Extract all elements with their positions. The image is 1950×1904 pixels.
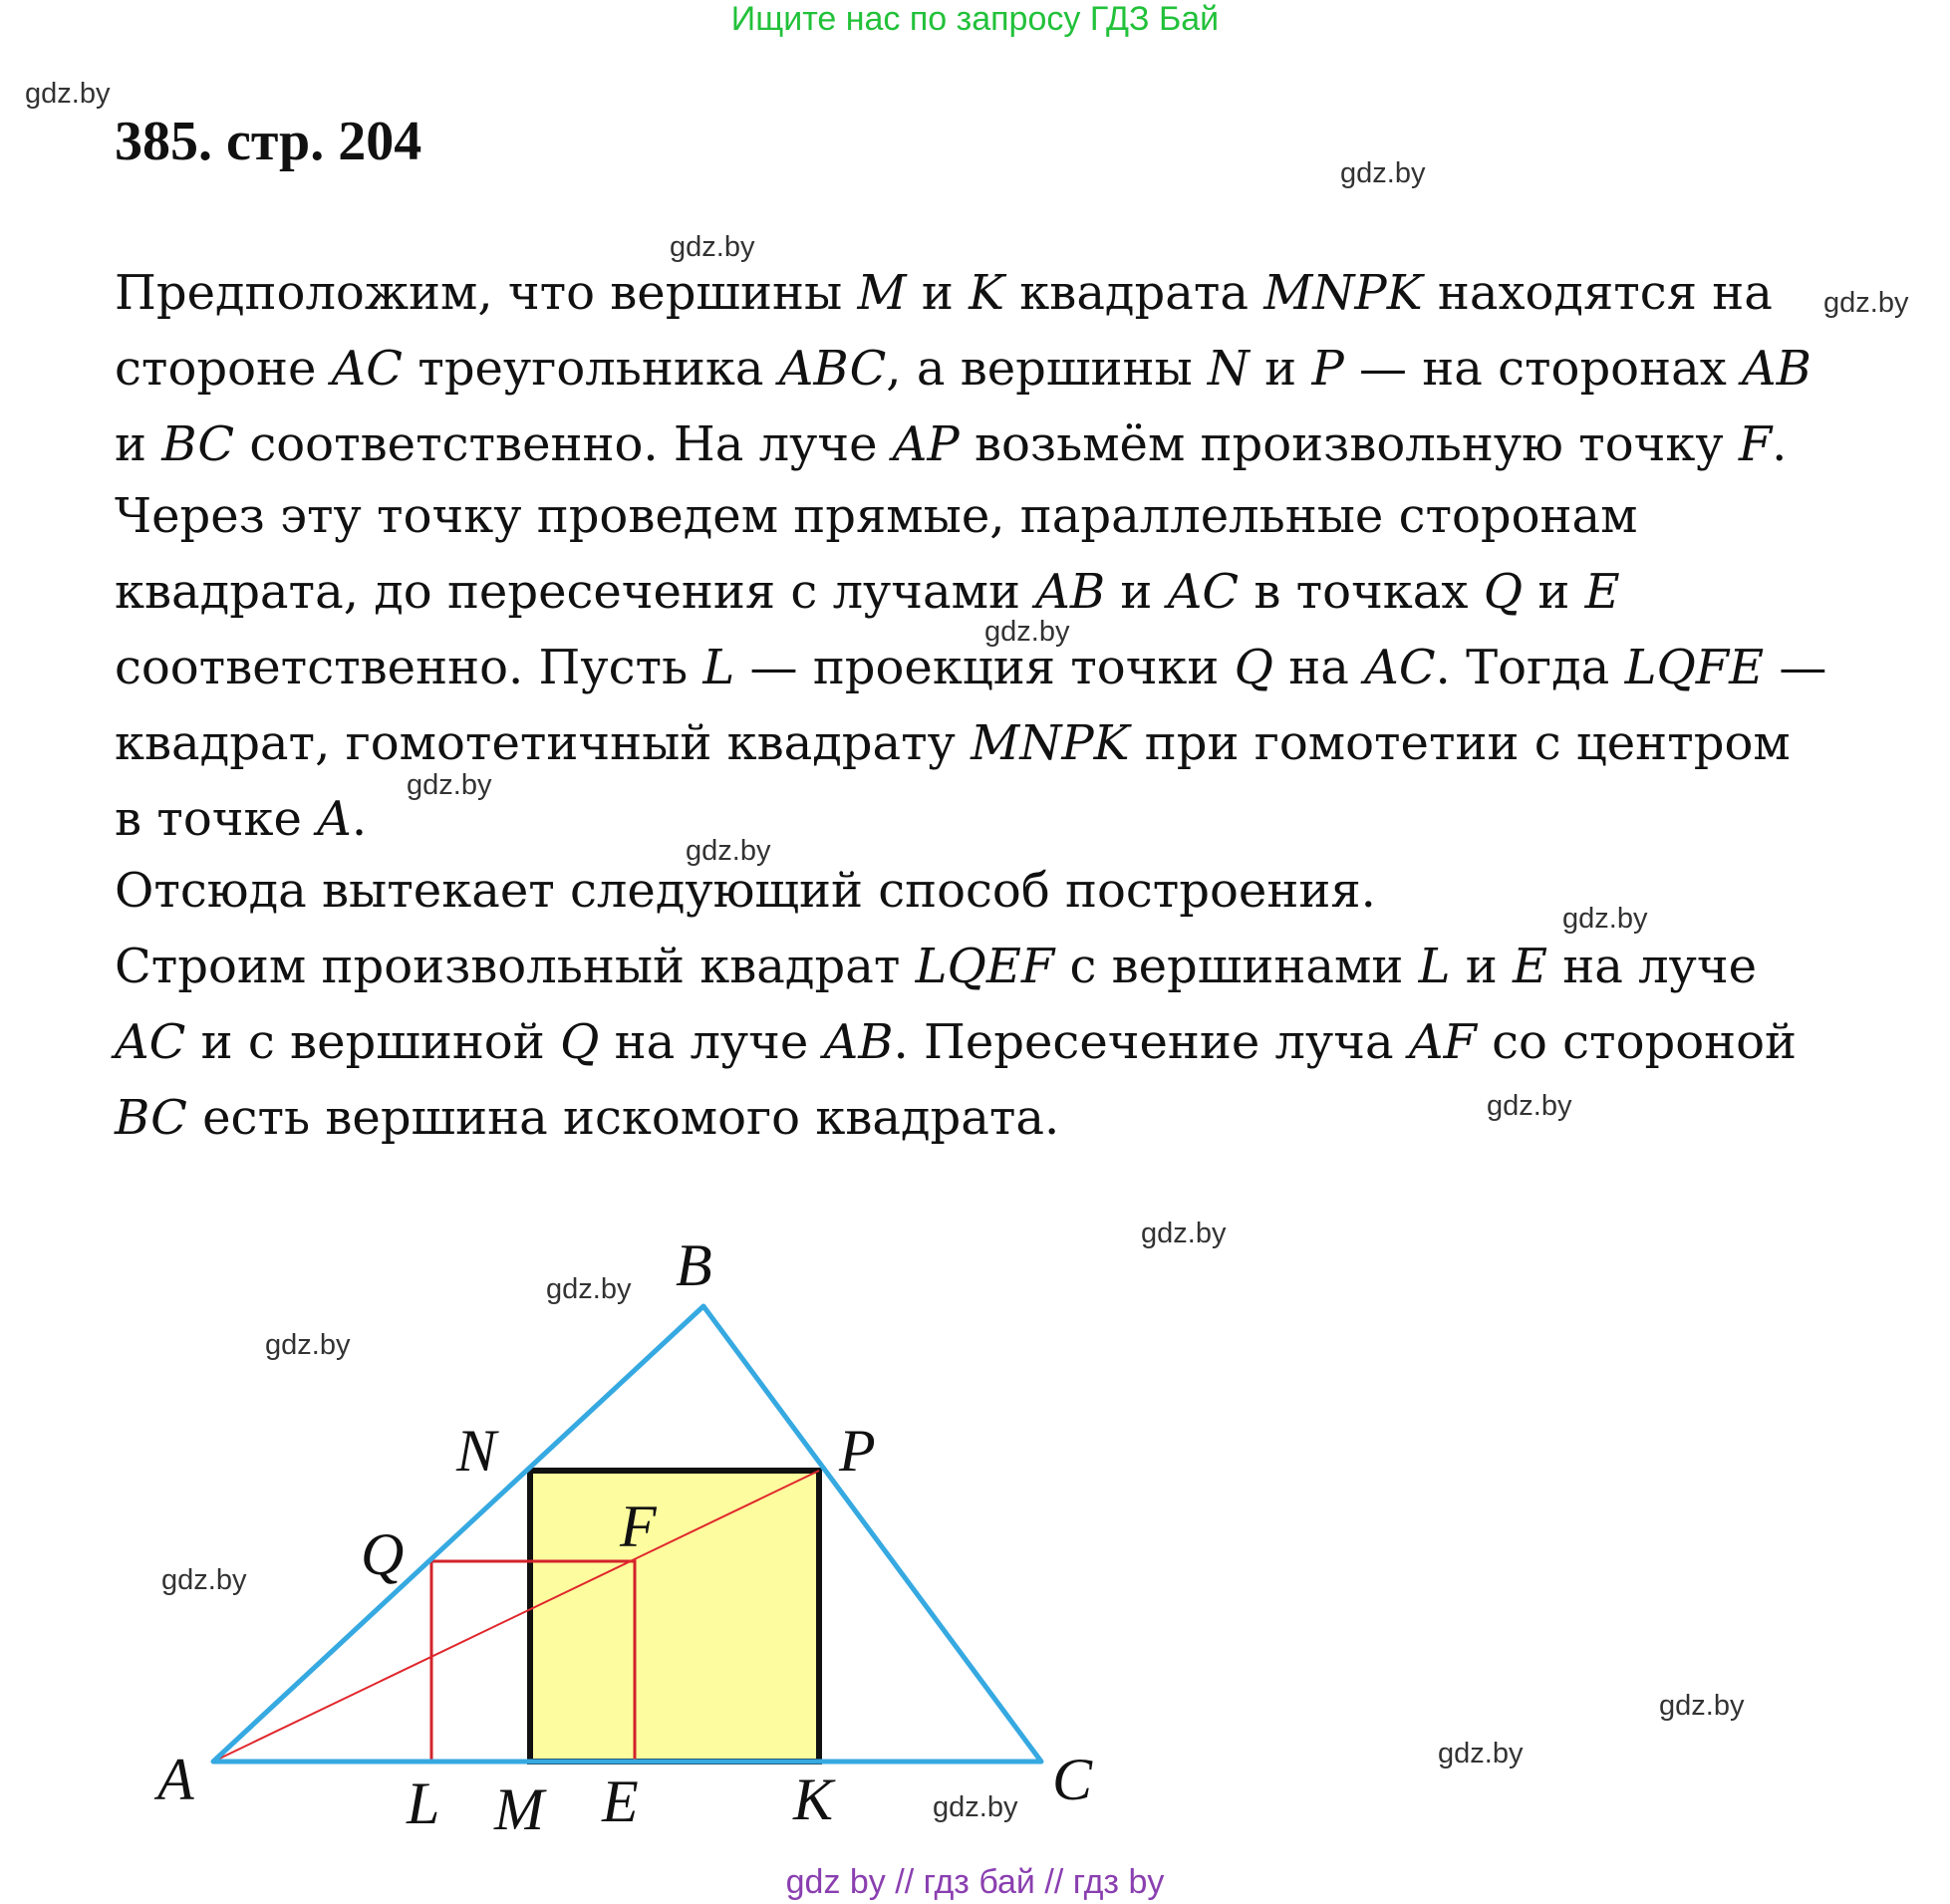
text-segment: . <box>1772 416 1788 472</box>
text-segment: Отсюда вытекает следующий способ построения. <box>115 863 1376 919</box>
math-symbol: AC <box>115 1014 186 1070</box>
label-p: P <box>839 1418 876 1484</box>
label-m: M <box>494 1776 544 1842</box>
text-segment: — <box>1764 640 1827 695</box>
math-symbol: LQFE <box>1624 640 1765 695</box>
watermark: gdz.by <box>1487 1090 1572 1122</box>
math-symbol: N <box>1207 341 1250 397</box>
math-symbol: AC <box>331 341 404 397</box>
watermark: gdz.by <box>1141 1218 1227 1249</box>
text-segment: и <box>1523 564 1585 620</box>
footer-links[interactable]: gdz by // гдз бай // гдз by <box>785 1863 1165 1901</box>
text-segment: соответственно. Пусть <box>115 640 703 695</box>
watermark: gdz.by <box>265 1329 351 1361</box>
text-line <box>115 791 1908 847</box>
watermark: gdz.by <box>25 78 111 110</box>
label-c: C <box>1052 1747 1093 1812</box>
text-segment: со стороной <box>1476 1014 1797 1070</box>
search-banner[interactable]: Ищите нас по запросу ГДЗ Бай <box>730 0 1220 38</box>
label-a: A <box>157 1747 194 1812</box>
text-segment: находятся на <box>1422 265 1773 321</box>
label-e: E <box>602 1768 639 1834</box>
math-symbol: Q <box>1234 640 1274 695</box>
text-segment: и <box>115 416 162 472</box>
exercise-heading: 385. стр. 204 <box>115 111 422 172</box>
math-symbol: BC <box>161 416 235 472</box>
watermark: gdz.by <box>686 835 771 867</box>
label-q: Q <box>361 1521 405 1587</box>
geometry-diagram <box>0 1196 1950 1873</box>
math-symbol: AB <box>823 1014 894 1070</box>
text-line <box>115 939 1908 994</box>
math-symbol: M <box>857 265 907 321</box>
text-segment: . Тогда <box>1435 640 1625 695</box>
math-symbol: Q <box>559 1014 600 1070</box>
text-line <box>115 416 1908 472</box>
math-symbol: K <box>969 265 1005 321</box>
watermark: gdz.by <box>1823 287 1909 319</box>
watermark: gdz.by <box>407 769 492 801</box>
text-segment: и <box>906 265 970 321</box>
text-segment: при гомотетии с центром <box>1129 715 1791 771</box>
text-line <box>115 488 1908 544</box>
math-symbol: Q <box>1483 564 1524 620</box>
text-segment: на луче <box>599 1014 824 1070</box>
math-symbol: AB <box>1035 564 1106 620</box>
math-symbol: MNPK <box>971 715 1130 771</box>
text-segment: — проекция точки <box>734 640 1235 695</box>
math-symbol: AF <box>1408 1014 1477 1070</box>
text-segment: и <box>1249 341 1312 397</box>
math-symbol: ABC <box>778 341 887 397</box>
watermark: gdz.by <box>984 616 1070 648</box>
watermark: gdz.by <box>1659 1690 1745 1722</box>
watermark: gdz.by <box>1562 903 1648 935</box>
text-line <box>115 564 1908 620</box>
text-segment: квадрата <box>1004 265 1264 321</box>
text-segment: Предположим, что вершины <box>115 265 858 321</box>
watermark: gdz.by <box>933 1791 1018 1823</box>
label-k: K <box>793 1767 834 1832</box>
text-segment: возьмём произвольную точку <box>959 416 1739 472</box>
text-line <box>115 715 1908 771</box>
math-symbol: L <box>1418 939 1451 994</box>
text-line <box>115 1090 1908 1146</box>
math-symbol: LQEF <box>915 939 1055 994</box>
watermark: gdz.by <box>670 231 755 263</box>
math-symbol: AC <box>1167 564 1240 620</box>
text-segment: и <box>1450 939 1513 994</box>
text-segment: квадрат, гомотетичный квадрату <box>115 715 972 771</box>
text-segment: в точках <box>1239 564 1484 620</box>
watermark: gdz.by <box>1340 157 1426 189</box>
watermark: gdz.by <box>546 1273 632 1305</box>
inscribed-square-mnpk <box>530 1471 819 1762</box>
label-f: F <box>620 1494 657 1559</box>
text-segment: на <box>1273 640 1365 695</box>
text-segment: . Пересечение луча <box>893 1014 1409 1070</box>
watermark: gdz.by <box>161 1564 247 1596</box>
math-symbol: E <box>1512 939 1548 994</box>
math-symbol: F <box>1738 416 1773 472</box>
text-segment: квадрата, до пересечения с лучами <box>115 564 1036 620</box>
math-symbol: MNPK <box>1263 265 1423 321</box>
text-line <box>115 265 1908 321</box>
math-symbol: L <box>702 640 735 695</box>
math-symbol: P <box>1311 341 1344 397</box>
text-segment: и <box>1105 564 1168 620</box>
text-segment: Через эту точку проведем прямые, параллельные сторонам <box>115 488 1638 544</box>
text-line <box>115 1014 1908 1070</box>
text-segment: есть вершина искомого квадрата. <box>186 1090 1060 1146</box>
math-symbol: E <box>1584 564 1620 620</box>
math-symbol: AC <box>1364 640 1436 695</box>
text-segment: соответственно. На луче <box>234 416 893 472</box>
math-symbol: A <box>317 791 352 847</box>
label-b: B <box>676 1232 712 1298</box>
text-segment: . <box>351 791 368 847</box>
text-segment: треугольника <box>403 341 779 397</box>
text-segment: стороне <box>115 341 332 397</box>
math-symbol: AB <box>1742 341 1811 397</box>
text-segment: на луче <box>1547 939 1758 994</box>
text-segment: — на сторонах <box>1343 341 1743 397</box>
text-segment: в точке <box>115 791 318 847</box>
label-n: N <box>456 1418 497 1484</box>
text-line <box>115 341 1908 397</box>
text-segment: , а вершины <box>886 341 1208 397</box>
math-symbol: AP <box>892 416 960 472</box>
label-l: L <box>407 1770 440 1836</box>
text-segment: с вершинами <box>1054 939 1419 994</box>
text-segment: и с вершиной <box>185 1014 560 1070</box>
math-symbol: BC <box>115 1090 187 1146</box>
text-segment: Строим произвольный квадрат <box>115 939 916 994</box>
watermark: gdz.by <box>1438 1738 1524 1769</box>
